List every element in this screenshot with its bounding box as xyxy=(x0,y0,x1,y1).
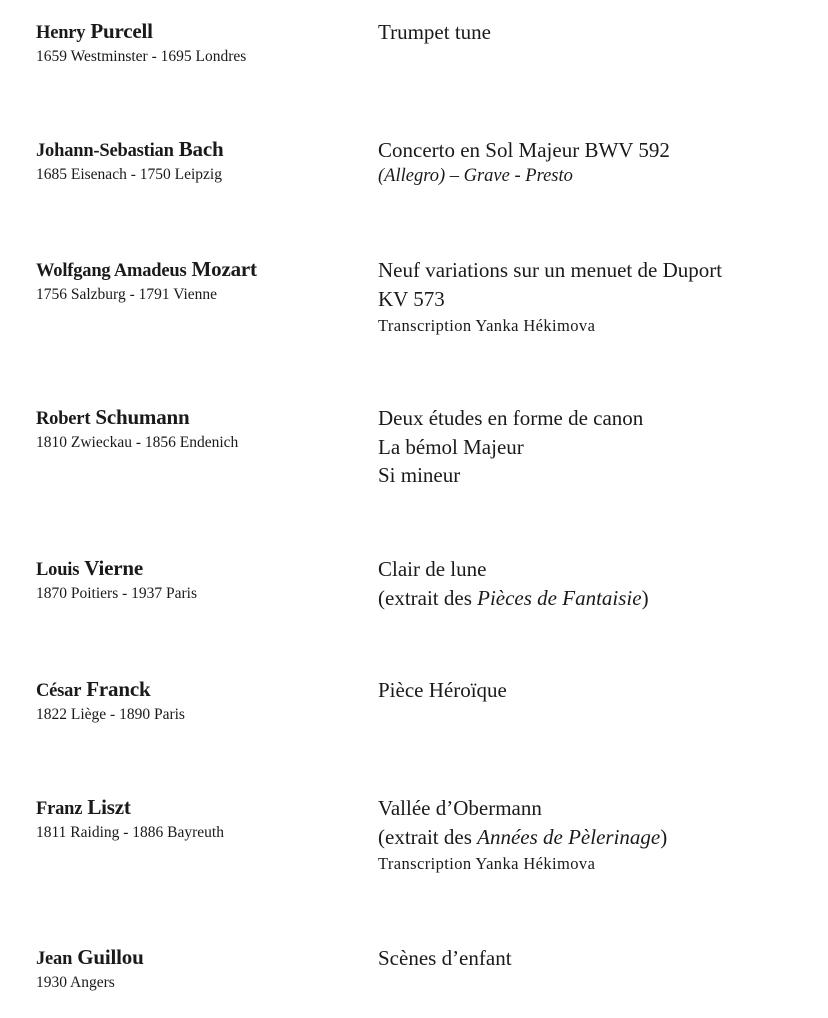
composer-dates: 1811 Raiding - 1886 Bayreuth xyxy=(36,824,224,841)
composer-first-name: Louis xyxy=(36,560,80,580)
composer-name xyxy=(36,256,356,284)
work-title: Vallée d’Obermann xyxy=(378,796,542,820)
work-transcription: Transcription Yanka Hékimova xyxy=(378,854,596,873)
work-movements: (Allegro) – Grave - Presto xyxy=(378,165,573,186)
composer-dates: 1870 Poitiers - 1937 Paris xyxy=(36,585,198,602)
composer-name xyxy=(36,18,356,46)
extract-collection-title: Années de Pèlerinage xyxy=(477,824,661,849)
composer-name xyxy=(36,676,356,704)
composer-block xyxy=(36,944,356,993)
composer-last-name: Vierne xyxy=(84,556,143,580)
work-part: Si mineur xyxy=(378,463,461,487)
composer-block xyxy=(36,256,356,305)
composer-name xyxy=(36,944,356,972)
composer-dates: 1930 Angers xyxy=(36,974,115,991)
extract-suffix: ) xyxy=(660,824,668,849)
composer-dates: 1756 Salzburg - 1791 Vienne xyxy=(36,286,218,303)
work-title: Pièce Héroïque xyxy=(378,678,507,702)
works-block xyxy=(378,256,818,339)
composer-last-name: Bach xyxy=(178,137,224,161)
work-transcription: Transcription Yanka Hékimova xyxy=(378,316,596,335)
works-block xyxy=(378,404,818,490)
work-extract xyxy=(378,584,818,613)
composer-last-name: Mozart xyxy=(191,257,257,281)
composer-last-name: Liszt xyxy=(87,795,131,819)
composer-last-name: Guillou xyxy=(77,945,144,969)
composer-name xyxy=(36,794,356,822)
composer-block xyxy=(36,555,356,604)
composer-first-name: César xyxy=(36,681,82,701)
extract-collection-title: Pièces de Fantaisie xyxy=(477,585,642,610)
composer-last-name: Franck xyxy=(86,677,151,701)
composer-last-name: Schumann xyxy=(95,405,190,429)
composer-name xyxy=(36,136,356,164)
work-part: La bémol Majeur xyxy=(378,434,524,459)
works-block xyxy=(378,944,818,973)
work-catalog: KV 573 xyxy=(378,286,445,311)
work-title: Concerto en Sol Majeur BWV 592 xyxy=(378,138,670,162)
composer-block xyxy=(36,136,356,185)
work-title: Deux études en forme de canon xyxy=(378,406,644,430)
work-extract xyxy=(378,823,818,852)
extract-prefix: (extrait des xyxy=(378,585,478,610)
extract-prefix: (extrait des xyxy=(378,824,478,849)
composer-first-name: Franz xyxy=(36,799,83,819)
composer-block xyxy=(36,18,356,67)
composer-first-name: Wolfgang Amadeus xyxy=(36,261,187,281)
composer-dates: 1822 Liège - 1890 Paris xyxy=(36,706,185,723)
composer-first-name: Henry xyxy=(36,23,86,43)
composer-dates: 1659 Westminster - 1695 Londres xyxy=(36,48,247,65)
works-block xyxy=(378,676,818,705)
extract-suffix: ) xyxy=(641,585,649,610)
composer-block xyxy=(36,404,356,453)
work-title: Scènes d’enfant xyxy=(378,946,512,970)
composer-name xyxy=(36,555,356,583)
works-block xyxy=(378,136,818,188)
composer-last-name: Purcell xyxy=(90,19,153,43)
composer-name xyxy=(36,404,356,432)
work-title: Neuf variations sur un menuet de Duport xyxy=(378,258,723,282)
composer-first-name: Johann-Sebastian xyxy=(36,141,174,161)
works-block xyxy=(378,794,818,877)
work-title: Trumpet tune xyxy=(378,20,491,44)
composer-block xyxy=(36,794,356,843)
works-block xyxy=(378,18,818,47)
work-title: Clair de lune xyxy=(378,557,487,581)
composer-first-name: Robert xyxy=(36,409,91,429)
composer-dates: 1685 Eisenach - 1750 Leipzig xyxy=(36,166,222,183)
composer-dates: 1810 Zwieckau - 1856 Endenich xyxy=(36,434,239,451)
composer-first-name: Jean xyxy=(36,949,73,969)
works-block xyxy=(378,555,818,612)
composer-block xyxy=(36,676,356,725)
